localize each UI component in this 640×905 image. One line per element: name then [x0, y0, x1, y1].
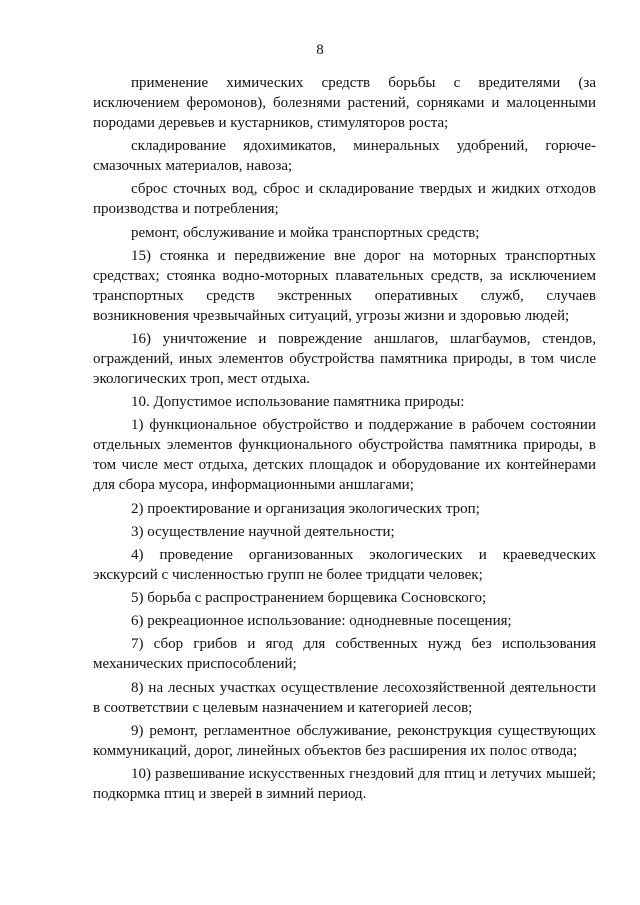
paragraph-item-15: 15) стоянка и передвижение вне дорог на моторных транспортных средствах; стоянка водно-моторных плавательных средств, за исключением транспортных средств экстренных оперативных служб, случаев возникновения чрезвычайных ситуаций, угрозы жизни и здоровью людей;: [93, 247, 596, 324]
paragraph-prohibited-chemicals: применение химических средств борьбы с вредителями (за исключением феромонов), болезнями растений, сорняками и малоценными породами деревьев и кустарников, стимуляторов роста;: [93, 75, 596, 131]
paragraph-prohibited-discharge: сброс сточных вод, сброс и складирование твердых и жидких отходов производства и потребления;: [93, 181, 596, 218]
paragraph-prohibited-storage: складирование ядохимикатов, минеральных удобрений, горюче-смазочных материалов, навоза;: [93, 138, 596, 175]
allowed-item-5: 5) борьба с распространением борщевика Сосновского;: [131, 590, 487, 607]
allowed-item-9: 9) ремонт, регламентное обслуживание, реконструкция существующих коммуникаций, дорог, линейных объектов без расширения их полос отвода;: [93, 722, 596, 759]
allowed-item-8: 8) на лесных участках осуществление лесохозяйственной деятельности в соответствии с целевым назначением и категорией лесов;: [93, 679, 596, 716]
allowed-item-10: 10) развешивание искусственных гнездовий для птиц и летучих мышей; подкормка птиц и зверей в зимний период.: [93, 766, 596, 802]
allowed-item-3: 3) осуществление научной деятельности;: [131, 523, 395, 540]
paragraph-prohibited-vehicle-repair: ремонт, обслуживание и мойка транспортных средств;: [131, 224, 480, 241]
allowed-item-2: 2) проектирование и организация экологических троп;: [131, 500, 480, 517]
allowed-item-1: 1) функциональное обустройство и поддержание в рабочем состоянии отдельных элементов функционального обустройства памятника природы, в том числе мест отдыха, детских площадок и оборудование их контейнерами для сбора мусора, информационными аншлагами;: [93, 417, 596, 494]
allowed-item-4: 4) проведение организованных экологических и краеведческих экскурсий с численностью групп не более тридцати человек;: [93, 546, 596, 583]
allowed-item-7: 7) сбор грибов и ягод для собственных нужд без использования механических приспособлений;: [93, 636, 596, 673]
allowed-item-6: 6) рекреационное использование: однодневные посещения;: [131, 613, 512, 630]
paragraph-item-16: 16) уничтожение и повреждение аншлагов, шлагбаумов, стендов, ограждений, иных элементов обустройства памятника природы, в том числе экологических троп, мест отдыха.: [93, 330, 596, 387]
page-number: 8: [316, 42, 324, 58]
document-body: [93, 73, 596, 807]
section-heading-10: 10. Допустимое использование памятника природы:: [131, 394, 465, 411]
